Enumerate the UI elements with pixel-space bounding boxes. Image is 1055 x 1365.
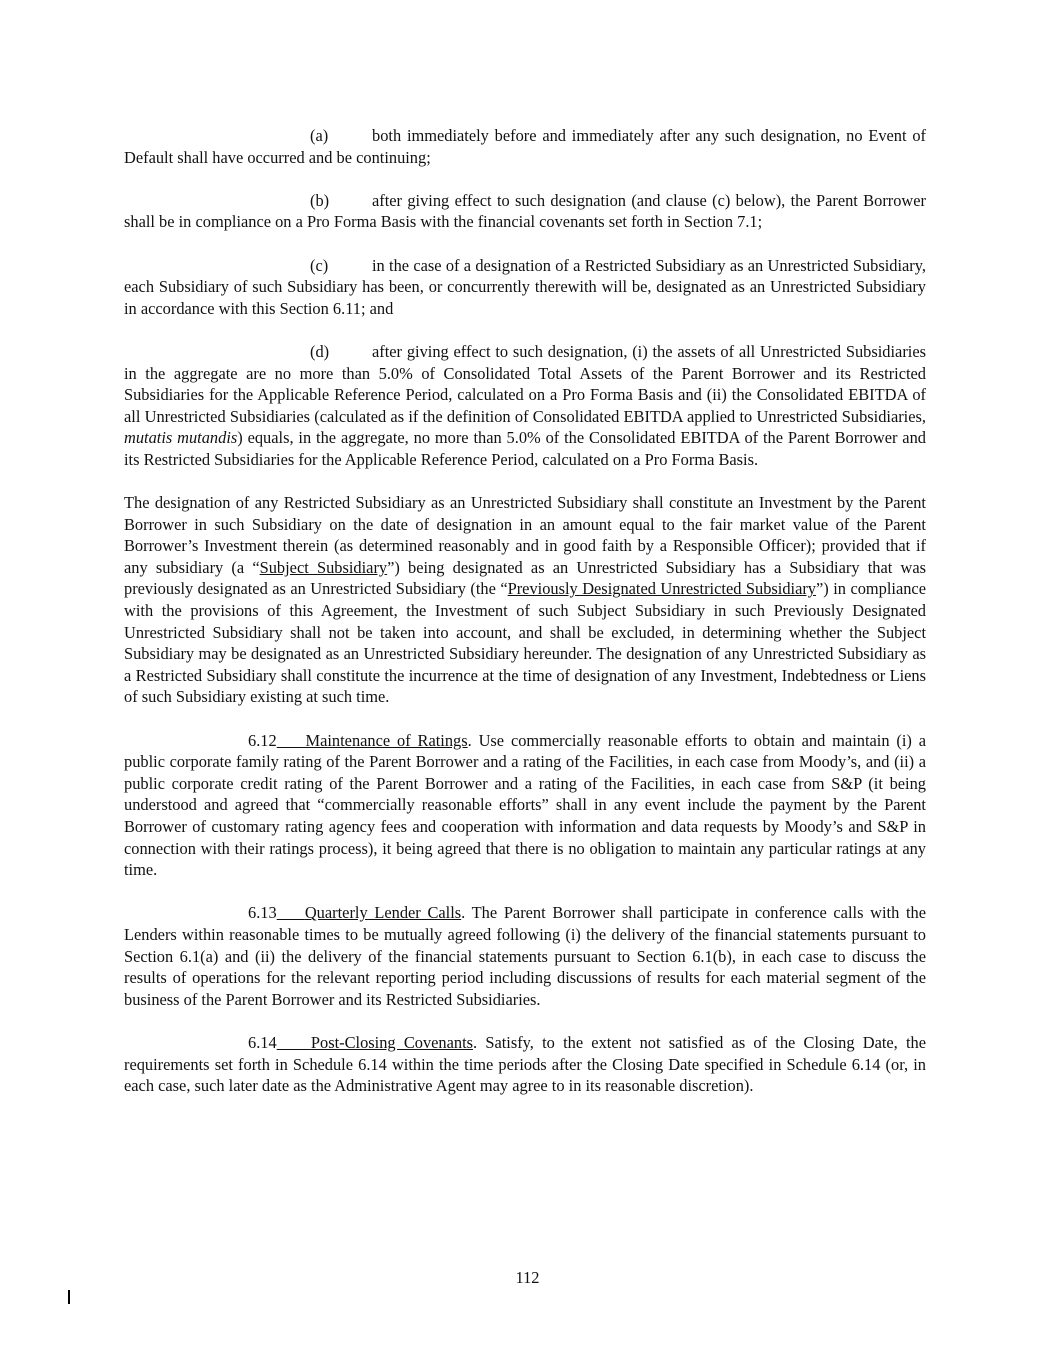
clause-text: in the case of a designation of a Restricted Subsidiary as an Unrestricted Subsidiary, each Subsidiary of such Subsidiary has been, or concurrently therewith will be, designated as an Unrestricted Subsidiary in accordance with this Section 6.11; and [124, 255, 926, 318]
clause-d [124, 341, 926, 471]
clause-b [124, 190, 926, 233]
clause-italic-term: mutatis mutandis [124, 428, 238, 448]
section-text: . Satisfy, to the extent not satisfied as of the Closing Date, the requirements set forth in Schedule 6.14 within the time periods after the Closing Date specified in Schedule 6.14 (or, in each case, such later date as the Administrative Agent may agree to in its reasonable discretion). [124, 1032, 927, 1096]
clause-text: after giving effect to such designation, (i) the assets of all Unrestricted Subsidiaries in the aggregate are no more than 5.0% of Consolidated Total Assets of the Parent Borrower and its Restricted Subsidiaries for the Applicable Reference Period, calculated on a Pro Forma Basis and (ii) the Consolidated EBITDA of all Unrestricted Subsidiaries (calculated as if the definition of Consolidated EBITDA applied to Unrestricted Subsidiaries, [124, 341, 926, 426]
section-number: 6.12 [248, 730, 277, 750]
section-text: . Use commercially reasonable efforts to obtain and maintain (i) a public corporate family rating of the Parent Borrower and a rating of the Facilities, in each case from Moody’s, and (ii) a public corporate credit rating of the Parent Borrower and a rating of the Facilities, in each case from S&P (it being understood and agreed that “commercially reasonable efforts” shall in any event include the payment by the Parent Borrower of customary rating agency fees and cooperation with information and data requests by Moody’s and S&P in connection with their ratings process), it being agreed that there is no obligation to maintain any particular ratings at any time. [124, 730, 926, 880]
document-body [124, 125, 926, 1097]
clause-text: both immediately before and immediately after any such designation, no Event of Default shall have occurred and be continuing; [124, 126, 926, 167]
section-text: . The Parent Borrower shall participate in conference calls with the Lenders within reasonable times to be mutually agreed following (i) the delivery of the financial statements pursuant to Section 6.1(a) and (ii) the delivery of the financial statements pursuant to Section 6.1(b), in each case to discuss the results of operations for the relevant reporting period including discussions of results for each material segment of the business of the Parent Borrower and its Restricted Subsidiaries. [124, 903, 926, 1009]
section-6-13 [124, 902, 926, 1010]
defined-term-previously-designated: Previously Designated Unrestricted Subsidiary [507, 579, 817, 599]
section-number: 6.14 [248, 1032, 277, 1052]
section-6-14 [124, 1032, 926, 1097]
page-number: 112 [515, 1268, 540, 1287]
clause-text: after giving effect to such designation (and clause (c) below), the Parent Borrower shall be in compliance on a Pro Forma Basis with the financial covenants set forth in Section 7.1; [124, 190, 926, 232]
paragraph-text: ”) in compliance with the provisions of this Agreement, the Investment of such Subject Subsidiary in such Previously Designated Unrestricted Subsidiary shall not be taken into account, and shall be excluded, in determining whether the Subject Subsidiary may be designated as an Unrestricted Subsidiary hereunder. The designation of any Unrestricted Subsidiary as a Restricted Subsidiary shall constitute the incurrence at the time of designation of any Investment, Indebtedness or Liens of such Subsidiary existing at such time. [124, 579, 926, 707]
section-heading: Maintenance of Ratings [305, 730, 468, 750]
clause-text-cont: ) equals, in the aggregate, no more than 5.0% of the Consolidated EBITDA of the Parent Borrower and its Restricted Subsidiaries for the Applicable Reference Period, calculated on a Pro Forma Basis. [124, 428, 926, 469]
paragraph-text: ”) being designated as an Unrestricted Subsidiary has a Subsidiary that was previously designated as an Unrestricted Subsidiary (the “ [124, 557, 926, 599]
section-number: 6.13 [248, 903, 277, 923]
revision-bar [68, 1290, 70, 1304]
section-gap [277, 1033, 311, 1052]
clause-label: (a) [310, 126, 329, 145]
clause-label: (b) [310, 190, 330, 210]
section-gap [277, 903, 305, 922]
clause-a [124, 125, 926, 168]
section-heading: Quarterly Lender Calls [304, 903, 462, 923]
section-6-12 [124, 730, 926, 881]
clause-label: (c) [310, 255, 329, 275]
paragraph-text: The designation of any Restricted Subsidiary as an Unrestricted Subsidiary shall constitute an Investment by the Parent Borrower in such Subsidiary on the date of designation in an amount equal to the fair market value of the Parent Borrower’s Investment therein (as determined reasonably and in good faith by a Responsible Officer); provided that if any subsidiary (a “ [124, 493, 926, 577]
defined-term-subject-subsidiary: Subject Subsidiary [259, 557, 388, 577]
section-gap [277, 731, 306, 750]
designation-paragraph [124, 492, 926, 708]
section-heading: Post-Closing Covenants [310, 1032, 474, 1052]
clause-label: (d) [310, 341, 330, 361]
clause-c [124, 255, 926, 320]
